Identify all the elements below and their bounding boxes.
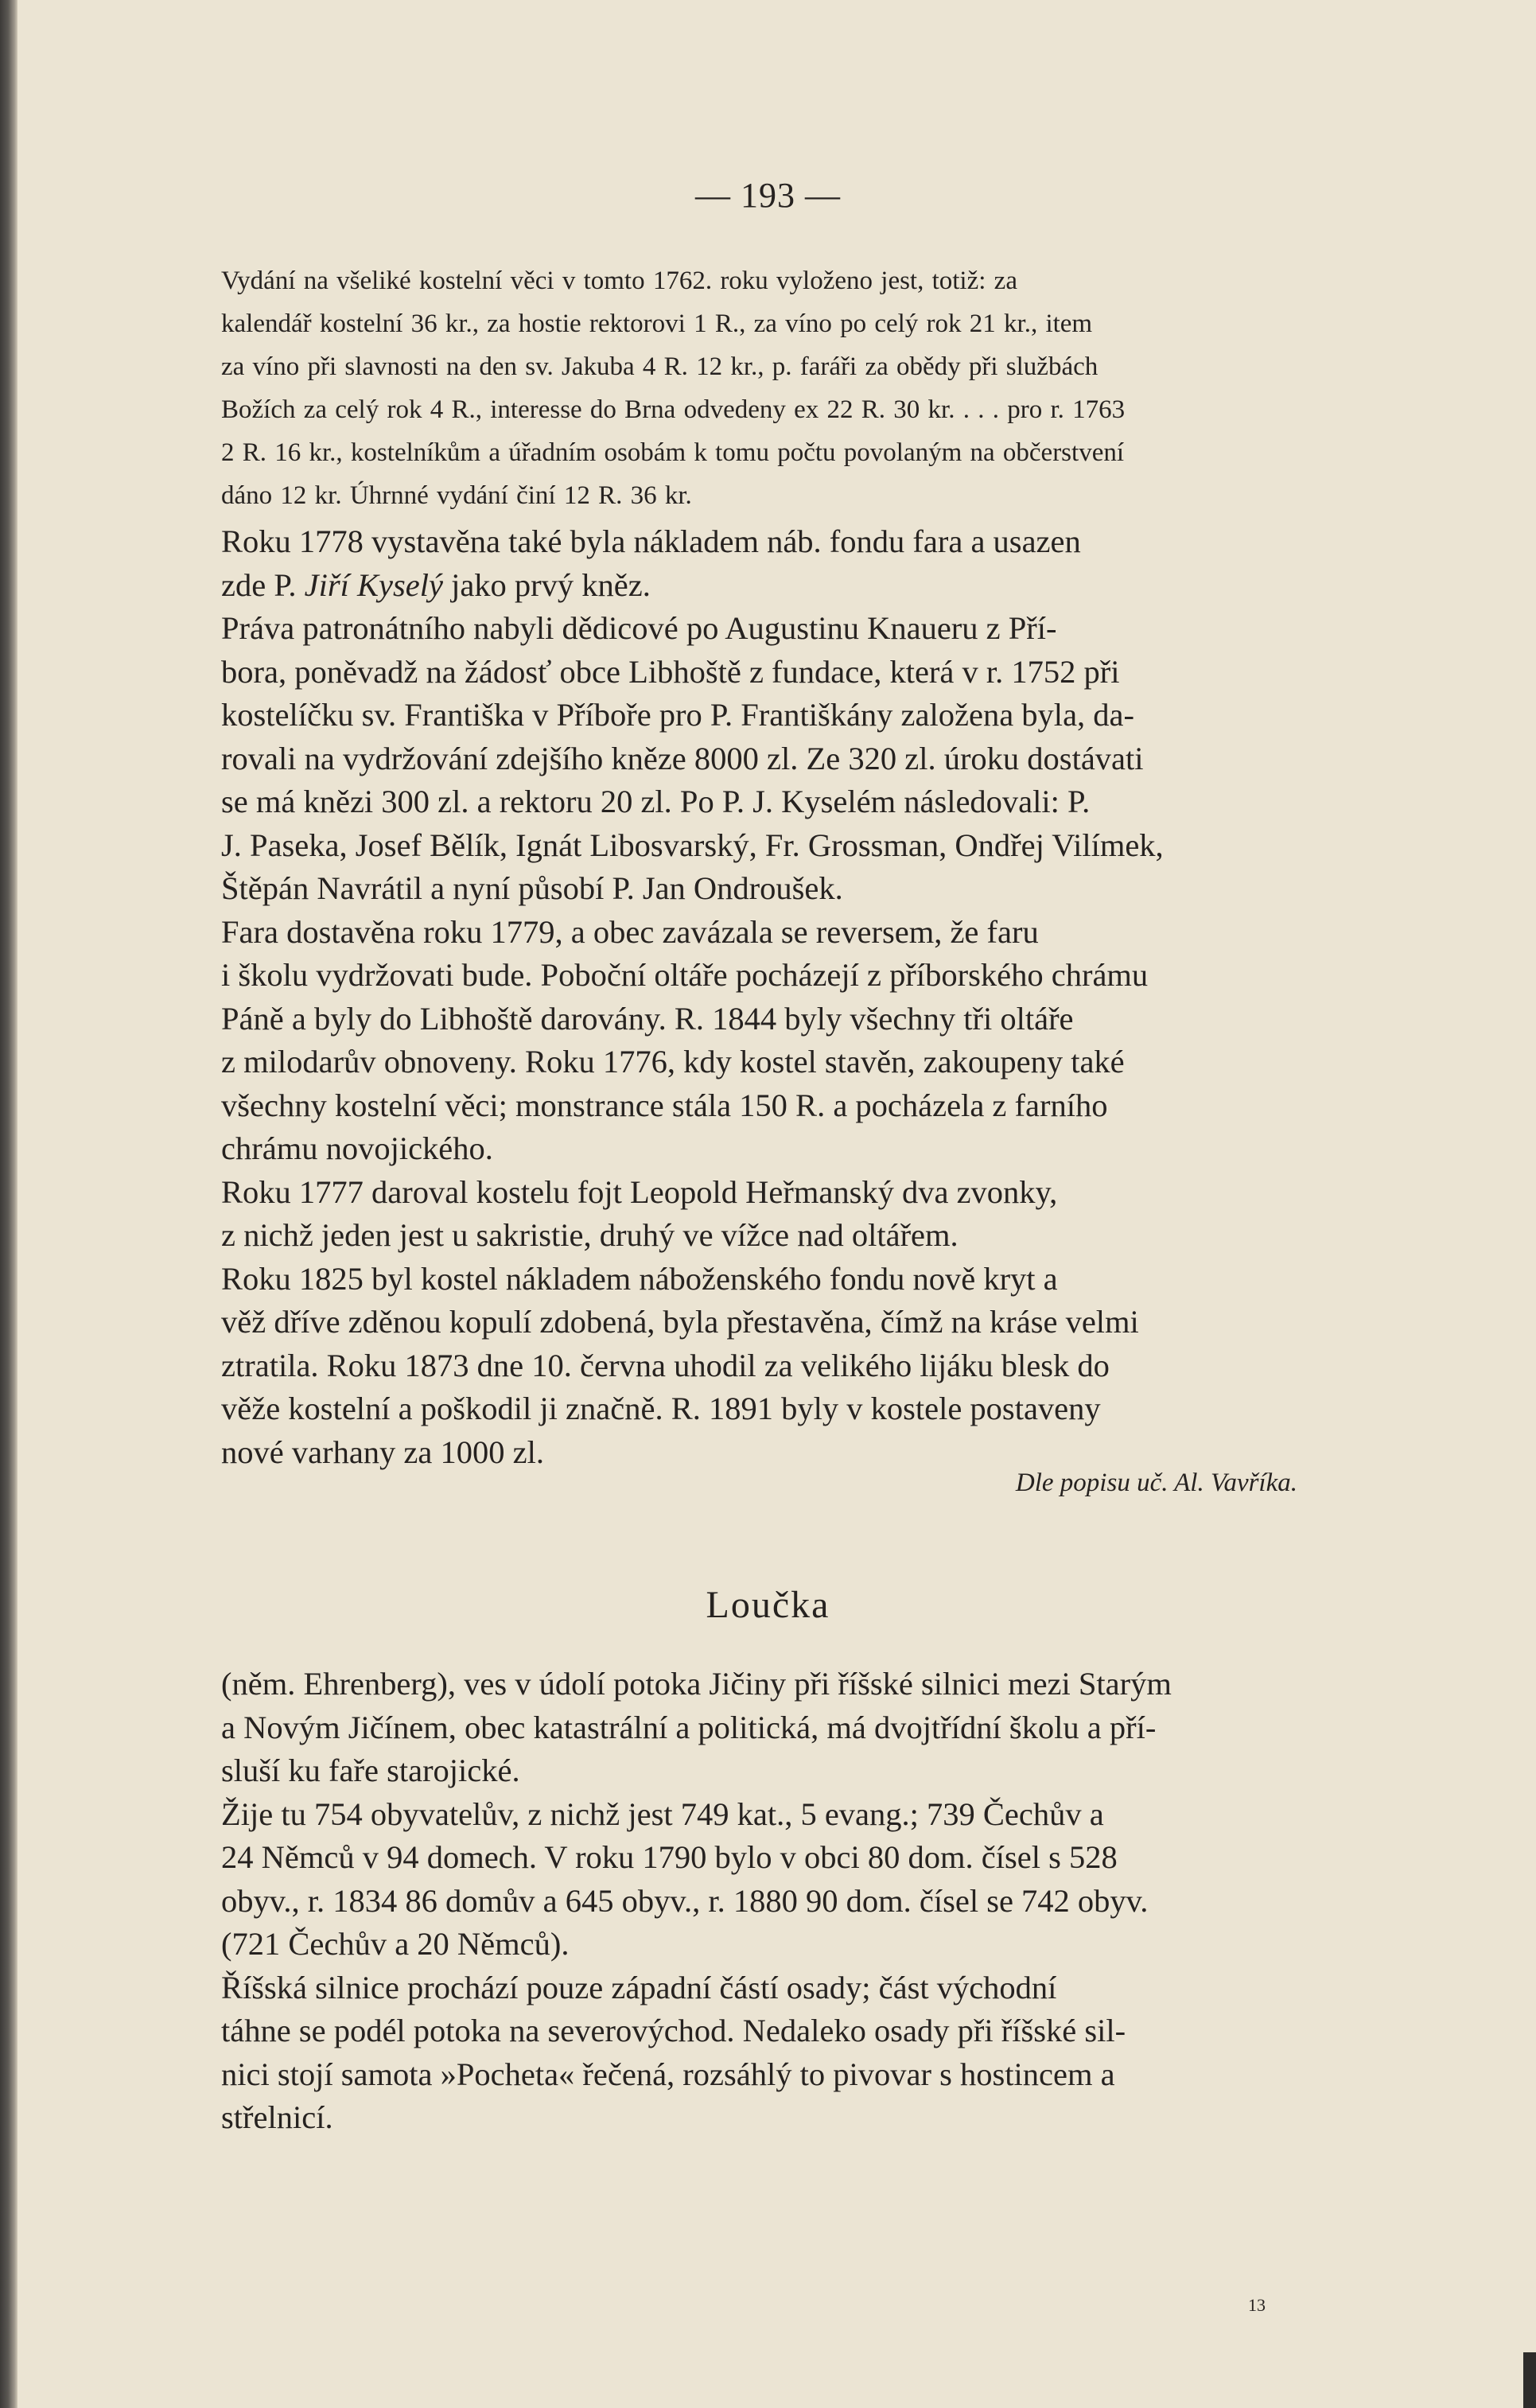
text-line: Práva patronátního nabyli dědicové po Augustinu Knaueru z Pří-	[221, 610, 1057, 646]
text-line	[221, 564, 1330, 608]
book-binding	[0, 0, 17, 2408]
text-line: kostelíčku sv. Františka v Příboře pro P. Františkány založena byla, da-	[221, 697, 1135, 733]
text-line: Říšská silnice prochází pouze západní částí osady; část východní	[221, 1969, 1057, 2005]
text-line: z nichž jeden jest u sakristie, druhý ve vížce nad oltářem.	[221, 1217, 959, 1253]
text-line: obyv., r. 1834 86 domův a 645 obyv., r. 1880 90 dom. čísel se 742 obyv.	[221, 1882, 1149, 1919]
paragraph-fara-1778	[221, 520, 1330, 607]
page-number: — 193 —	[695, 176, 841, 215]
text-line: i školu vydržovati bude. Poboční oltáře pocházejí z příborského chrámu	[221, 957, 1149, 993]
text-line: rovali na vydržování zdejšího kněze 8000 zl. Ze 320 zl. úroku dostávati	[221, 740, 1144, 776]
paragraph-population	[221, 1793, 1330, 1966]
text-line: věže kostelní a poškodil ji značně. R. 1891 byly v kostele postaveny	[221, 1391, 1101, 1426]
text-line: bora, poněvadž na žádosť obce Libhoště z fundace, která v r. 1752 při	[221, 653, 1120, 690]
text-line: Roku 1825 byl kostel nákladem náboženského fondu nově kryt a	[221, 1260, 1058, 1297]
intro-paragraph	[221, 259, 1330, 517]
intro-line: za víno při slavnosti na den sv. Jakuba 4 R. 12 kr., p. faráři za obědy při službách	[221, 352, 1099, 381]
text-line: (něm. Ehrenberg), ves v údolí potoka Jičiny při říšské silnici mezi Starým	[221, 1666, 1172, 1702]
text-line: chrámu novojického.	[221, 1130, 493, 1166]
scan-corner-mark	[1523, 2352, 1536, 2408]
paragraph-tower	[221, 1258, 1330, 1475]
intro-line: dáno 12 kr. Úhrnné vydání činí 12 R. 36 kr.	[221, 481, 692, 510]
text-line: všechny kostelní věci; monstrance stála 150 R. a pocházela z farního	[221, 1087, 1108, 1123]
intro-line: Vydání na všeliké kostelní věci v tomto 1762. roku vyloženo jest, totiž: za	[221, 266, 1017, 295]
text-line: táhne se podél potoka na severovýchod. Nedaleko osady při říšské sil-	[221, 2013, 1126, 2048]
paragraph-bells	[221, 1171, 1330, 1258]
text-line: Roku 1777 daroval kostelu fojt Leopold Heřmanský dva zvonky,	[221, 1173, 1058, 1210]
priest-name: Jiří Kyselý	[304, 566, 443, 603]
text-line: 24 Němců v 94 domech. V roku 1790 bylo v obci 80 dom. čísel s 528	[221, 1839, 1118, 1875]
sheet-signature-mark: 13	[1248, 2295, 1266, 2315]
text-line: nové varhany za 1000 zl.	[221, 1434, 544, 1470]
text-fragment: jako prvý kněz.	[442, 566, 651, 603]
loucka-text	[221, 1663, 1330, 2140]
text-line: Štěpán Navrátil a nyní působí P. Jan Ondroušek.	[221, 870, 843, 906]
text-fragment: zde P.	[221, 566, 305, 603]
text-line: střelnicí.	[221, 2099, 333, 2135]
paragraph-patronage	[221, 607, 1330, 911]
paragraph-location	[221, 1663, 1330, 1793]
intro-line: Božích za celý rok 4 R., interesse do Brna odvedeny ex 22 R. 30 kr. . . . pro r. 1763	[221, 395, 1126, 424]
text-line: Roku 1778 vystavěna také byla nákladem náb. fondu fara a usazen	[221, 523, 1081, 559]
text-line: Páně a byly do Libhoště darovány. R. 1844 byly všechny tři oltáře	[221, 1000, 1074, 1037]
intro-line: 2 R. 16 kr., kostelníkům a úřadním osobám k tomu počtu povolaným na občerstvení	[221, 438, 1125, 467]
text-line: Fara dostavěna roku 1779, a obec zavázala se reversem, že faru	[221, 913, 1039, 950]
intro-line: kalendář kostelní 36 kr., za hostie rektorovi 1 R., za víno po celý rok 21 kr., item	[221, 309, 1093, 338]
text-line: věž dříve zděnou kopulí zdobená, byla přestavěna, čímž na kráse velmi	[221, 1304, 1139, 1340]
paragraph-altars	[221, 911, 1330, 1171]
text-line: a Novým Jičínem, obec katastrální a politická, má dvojtřídní školu a pří-	[221, 1709, 1157, 1745]
text-line: ztratila. Roku 1873 dne 10. června uhodil za velikého lijáku blesk do	[221, 1347, 1110, 1383]
church-history-text	[221, 520, 1330, 1474]
text-line: sluší ku faře starojické.	[221, 1753, 520, 1788]
text-line: nici stojí samota »Pocheta« řečená, rozsáhlý to pivovar s hostincem a	[221, 2056, 1115, 2092]
paragraph-road	[221, 1966, 1330, 2140]
text-line: z milodarův obnoveny. Roku 1776, kdy kostel stavěn, zakoupeny také	[221, 1044, 1125, 1080]
section-heading: Loučka	[706, 1584, 830, 1626]
source-signature: Dle popisu uč. Al. Vavříka.	[1015, 1469, 1297, 1497]
text-line: Žije tu 754 obyvatelův, z nichž jest 749 kat., 5 evang.; 739 Čechův a	[221, 1795, 1104, 1832]
text-line: J. Paseka, Josef Bělík, Ignát Libosvarský, Fr. Grossman, Ondřej Vilímek,	[221, 827, 1164, 863]
text-line: se má knězi 300 zl. a rektoru 20 zl. Po P. J. Kyselém následovali: P.	[221, 784, 1091, 819]
text-line: (721 Čechův a 20 Němců).	[221, 1926, 570, 1962]
